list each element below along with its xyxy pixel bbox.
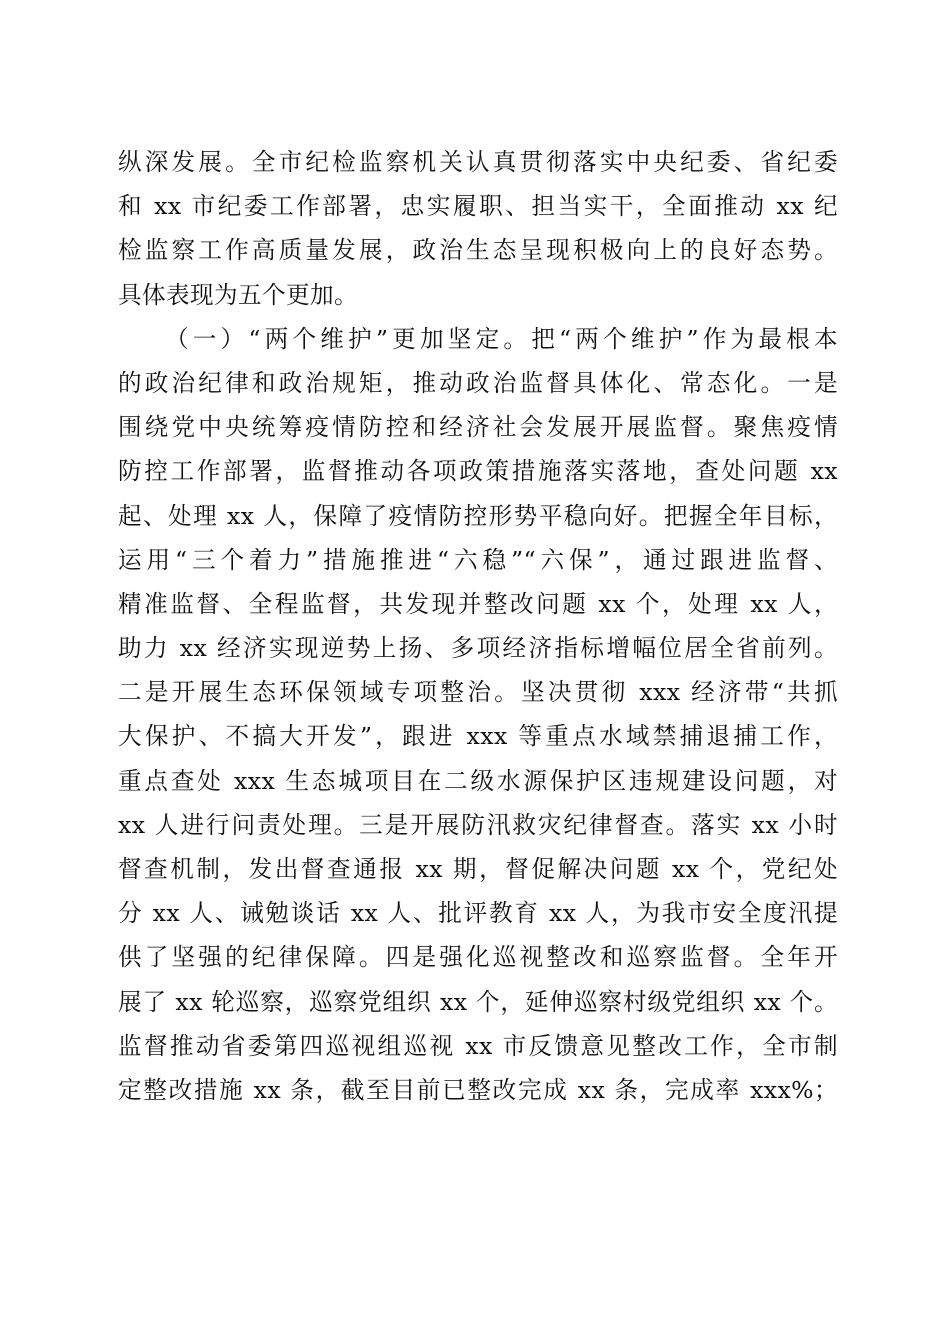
text-line: 重点查处 xxx 生态城项目在二级水源保护区违规建设问题，对 [118,766,838,795]
text-line: 检监察工作高质量发展，政治生态呈现积极向上的良好态势。 [118,236,838,265]
text-line: 展了 xx 轮巡察，巡察党组织 xx 个，延伸巡察村级党组织 xx 个。 [118,987,838,1016]
text-line: 围绕党中央统筹疫情防控和经济社会发展开展监督。聚焦疫情 [118,413,838,442]
text-line: 防控工作部署，监督推动各项政策措施落实落地，查处问题 xx [118,457,838,486]
body-text [118,140,838,1112]
text-line: 督查机制，发出督查通报 xx 期，督促解决问题 xx 个，党纪处 [118,855,838,883]
text-line: 定整改措施 xx 条，截至目前已整改完成 xx 条，完成率 xxx%； [118,1075,838,1104]
text-line: 精准监督、全程监督，共发现并整改问题 xx 个，处理 xx 人， [118,589,838,618]
text-line: 运用“三个着力”措施推进“六稳”“六保”，通过跟进监督、 [118,545,838,574]
text-line: 纵深发展。全市纪检监察机关认真贯彻落实中央纪委、省纪委 [118,148,838,176]
text-line: xx 人进行问责处理。三是开展防汛救灾纪律督查。落实 xx 小时 [118,810,838,839]
text-line: 二是开展生态环保领域专项整治。坚决贯彻 xxx 经济带“共抓 [118,678,838,707]
text-line: 分 xx 人、诫勉谈话 xx 人、批评教育 xx 人，为我市安全度汛提 [118,899,838,928]
text-line: 监督推动省委第四巡视组巡视 xx 市反馈意见整改工作，全市制 [118,1031,838,1060]
text-line: 大保护、不搞大开发”，跟进 xxx 等重点水域禁捕退捕工作， [118,722,838,751]
text-line: 供了坚强的纪律保障。四是强化巡视整改和巡察监督。全年开 [118,943,838,972]
text-line: 起、处理 xx 人，保障了疫情防控形势平稳向好。把握全年目标， [118,501,838,530]
text-line: 助力 xx 经济实现逆势上扬、多项经济指标增幅位居全省前列。 [118,634,838,663]
text-line: 和 xx 市纪委工作部署，忠实履职、担当实干，全面推动 xx 纪 [118,192,838,221]
text-line: 具体表现为五个更加。 [118,280,358,309]
text-line: 的政治纪律和政治规矩，推动政治监督具体化、常态化。一是 [118,368,838,397]
section-heading-line: （一）“两个维护”更加坚定。把“两个维护”作为最根本 [165,324,838,353]
